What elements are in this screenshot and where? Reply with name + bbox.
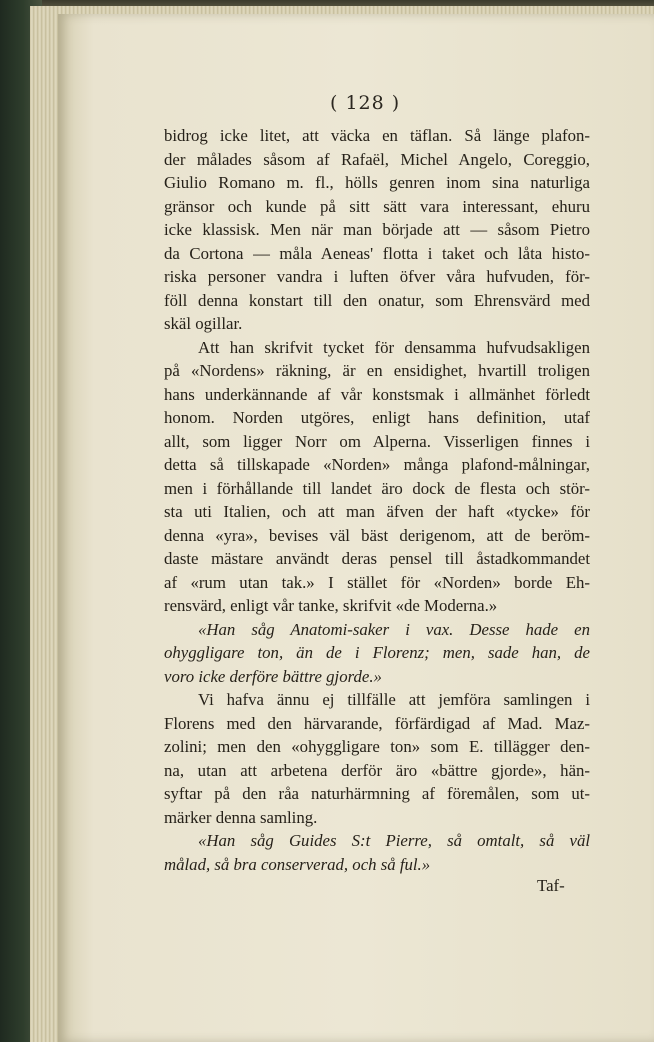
text-line: zolini; men den «ohyggligare ton» som E. tillägger den- xyxy=(164,737,590,756)
text-line: der målades såsom af Rafaël, Michel Angelo, Coreggio, xyxy=(164,149,590,169)
text-line: Vi hafva ännu ej tillfälle att jemföra samlingen i xyxy=(198,690,590,709)
body-text xyxy=(164,124,590,876)
text-line: denna «yra», bevises väl bäst derigenom, att de beröm- xyxy=(164,525,590,545)
page-number: ( 128 ) xyxy=(330,92,401,114)
text-line: riska personer vandra i luften öfver våra hufvuden, för- xyxy=(164,267,590,286)
text-line: på «Nordens» räkning, är en ensidighet, hvartill troligen xyxy=(164,361,590,380)
quote-line: ohyggligare ton, än de i Florenz; men, sade han, de xyxy=(164,643,590,662)
text-line: honom. Norden utgöres, enligt hans definition, utaf xyxy=(164,408,590,427)
text-line: rensvärd, enligt vår tanke, skrifvit «de Moderna.» xyxy=(164,596,498,615)
text-line: da Cortona — måla Aeneas' flotta i taket och låta histo- xyxy=(164,243,590,263)
text-line: föll denna konstart till den onatur, som Ehrensvärd med xyxy=(164,290,590,310)
text-line: af «rum utan tak.» I stället för «Norden» borde Eh- xyxy=(164,572,590,592)
text-line: skäl ogillar. xyxy=(164,314,243,333)
text-line: detta så tillskapade «Norden» många plafond-målningar, xyxy=(164,455,590,474)
text-line: Att han skrifvit tycket för densamma hufvudsakligen xyxy=(198,337,590,357)
quote-line: voro icke derföre bättre gjorde.» xyxy=(164,666,382,686)
quote-line: målad, så bra conserverad, och så ful.» xyxy=(164,854,431,874)
text-line: bidrog icke litet, att väcka en täflan. Så länge plafon- xyxy=(164,126,590,145)
text-line: gränsor och kunde på sitt sätt vara interessant, ehuru xyxy=(164,196,590,216)
text-line: Florens med den härvarande, förfärdigad af Mad. Maz- xyxy=(164,713,590,733)
text-line: icke klassisk. Men när man började att — såsom Pietro xyxy=(164,220,590,239)
catchword: Taf- xyxy=(537,876,565,895)
text-line: märker denna samling. xyxy=(164,807,318,827)
text-line: syftar på den råa naturhärmning af föremålen, som ut- xyxy=(164,784,590,803)
quote-line: «Han såg Anatomi-saker i vax. Desse hade en xyxy=(198,619,590,639)
text-line: allt, som ligger Norr om Alperna. Visserligen finnes i xyxy=(164,431,590,451)
quote-line: «Han såg Guides S:t Pierre, så omtalt, så väl xyxy=(198,831,590,850)
text-line: men i förhållande till landet äro dock de flesta och stör- xyxy=(164,478,590,498)
text-line: Giulio Romano m. fl., hölls genren inom sina naturliga xyxy=(164,173,590,192)
text-line: daste mästare användt deras pensel till åstadkommandet xyxy=(164,549,590,568)
text-line: na, utan att arbetena derför äro «bättre gjorde», hän- xyxy=(164,760,590,780)
text-line: sta uti Italien, och att man äfven der haft «tycke» för xyxy=(164,502,590,521)
text-line: hans underkännande af vår konstsmak i allmänhet förledt xyxy=(164,384,590,404)
